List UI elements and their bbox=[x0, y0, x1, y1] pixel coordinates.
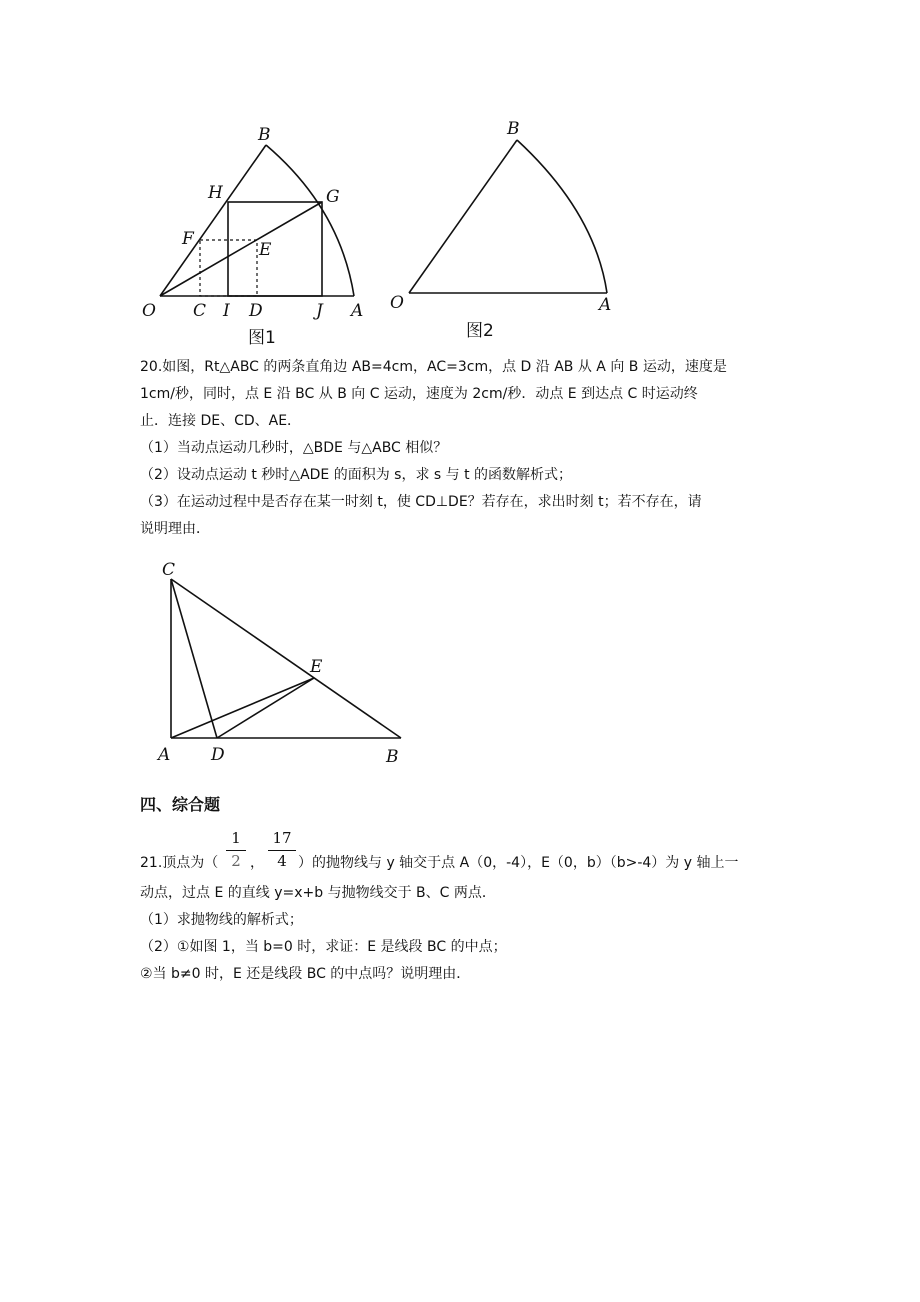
q21-line2: 动点，过点 E 的直线 y=x+b 与抛物线交于 B、C 两点． bbox=[140, 885, 496, 901]
q20-part2: （2）设动点运动 t 秒时△ADE 的面积为 s，求 s 与 t 的函数解析式； bbox=[140, 467, 573, 483]
q21-part2b: ②当 b≠0 时，E 还是线段 BC 的中点吗？说明理由． bbox=[140, 966, 471, 982]
fraction-bar bbox=[226, 850, 246, 851]
q20-part3b: 说明理由． bbox=[140, 521, 210, 537]
q21-part2a: （2）①如图 1，当 b=0 时，求证：E 是线段 BC 的中点； bbox=[140, 939, 507, 955]
fraction-numerator: 17 bbox=[272, 829, 292, 847]
label-A: A bbox=[158, 745, 171, 765]
q20-line1: 20.如图，Rt△ABC 的两条直角边 AB=4cm，AC=3cm，点 D 沿 AB 从 A 向 B 运动，速度是 bbox=[140, 359, 727, 375]
q20-part1: （1）当动点运动几秒时，△BDE 与△ABC 相似？ bbox=[140, 440, 448, 456]
fraction-denominator: 4 bbox=[277, 852, 287, 870]
section-title: 四、综合题 bbox=[140, 795, 221, 814]
fraction-one-half bbox=[226, 829, 246, 873]
label-D: D bbox=[249, 301, 263, 321]
label-O: O bbox=[390, 293, 404, 313]
label-E: E bbox=[259, 240, 272, 260]
label-I: I bbox=[223, 301, 230, 321]
fraction-numerator: 1 bbox=[231, 829, 241, 847]
fraction-bar bbox=[268, 850, 296, 851]
label-B: B bbox=[507, 119, 520, 139]
q21-line1-prefix: 21.顶点为（ bbox=[140, 855, 219, 871]
figure-q20 bbox=[150, 555, 420, 775]
label-C: C bbox=[193, 301, 207, 321]
label-E: E bbox=[310, 657, 323, 677]
label-G: G bbox=[326, 187, 340, 207]
q20-line2: 1cm/秒，同时，点 E 沿 BC 从 B 向 C 运动，速度为 2cm/秒．动点 E 到达点 C 时运动终 bbox=[140, 386, 698, 402]
label-F: F bbox=[182, 229, 194, 249]
label-A: A bbox=[599, 295, 612, 315]
label-O: O bbox=[142, 301, 156, 321]
label-D: D bbox=[211, 745, 225, 765]
caption-fig1: 图1 bbox=[248, 328, 276, 348]
fraction-seventeen-quarters bbox=[268, 829, 296, 873]
label-C: C bbox=[162, 560, 176, 580]
fraction-denominator: 2 bbox=[231, 852, 241, 870]
q21-line1-mid: ， bbox=[250, 855, 264, 871]
figure-2 bbox=[385, 112, 625, 344]
q21-line1-suffix: ）的抛物线与 y 轴交于点 A（0，-4），E（0，b）（b>-4）为 y 轴上一 bbox=[298, 855, 739, 871]
q20-line3: 止．连接 DE、CD、AE． bbox=[140, 413, 302, 429]
label-H: H bbox=[208, 183, 223, 203]
figure-1 bbox=[130, 118, 380, 350]
label-J: J bbox=[316, 301, 323, 321]
label-B: B bbox=[386, 747, 399, 767]
q20-part3a: （3）在运动过程中是否存在某一时刻 t，使 CD⊥DE？若存在，求出时刻 t；若不存在，请 bbox=[140, 494, 702, 510]
caption-fig2: 图2 bbox=[466, 321, 494, 341]
label-B: B bbox=[258, 125, 271, 145]
label-A: A bbox=[351, 301, 364, 321]
q21-part1: （1）求抛物线的解析式； bbox=[140, 912, 303, 928]
